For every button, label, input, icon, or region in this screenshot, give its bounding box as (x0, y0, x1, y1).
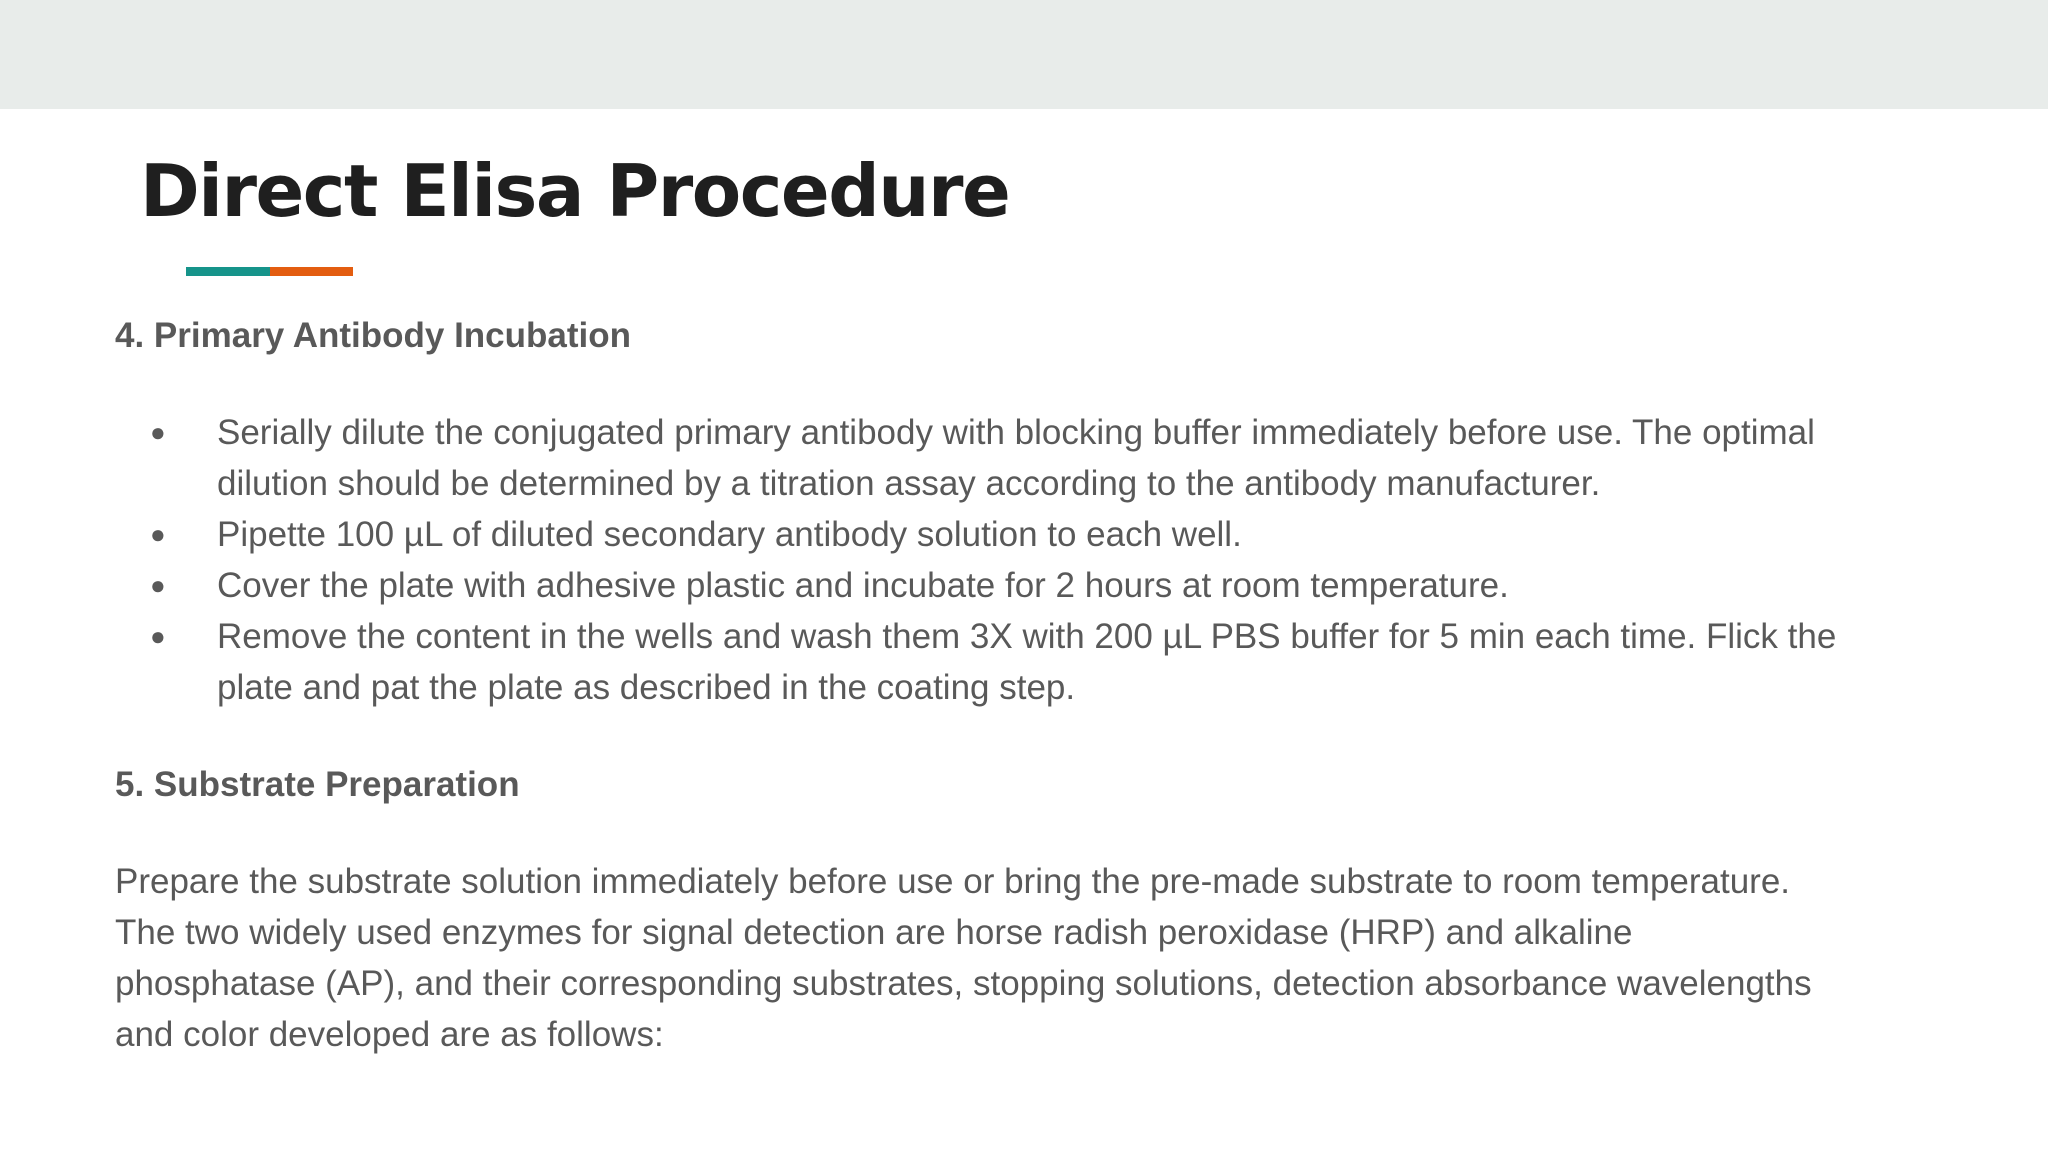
bullet-dot-icon: ● (150, 621, 166, 651)
accent-line-teal (186, 267, 270, 276)
bullet-text: Pipette 100 µL of diluted secondary antibody solution to each well. (217, 515, 1242, 554)
bullet-text: Serially dilute the conjugated primary antibody with blocking buffer immediately before use. The optimal dilution should be determined by a titration assay according to the antibody manufacturer. (217, 413, 1815, 503)
bullet-item (115, 560, 1897, 611)
substrate-paragraph: Prepare the substrate solution immediately before use or bring the pre-made substrate to room temperature. The two widely used enzymes for signal detection are horse radish peroxidase (HRP) and alkaline phosphatase (AP), and their corresponding substrates, stopping solutions, detection absorbance wavelengths and color developed are as follows: (115, 862, 1812, 1054)
bullet-dot-icon: ● (150, 570, 166, 600)
bullet-item (115, 509, 1897, 560)
spacer (115, 713, 1815, 759)
accent-line-orange (270, 267, 353, 276)
slide-body (115, 310, 1837, 1060)
bullet-dot-icon: ● (150, 519, 166, 549)
bullet-item (115, 611, 1897, 713)
slide-title: Direct Elisa Procedure (140, 149, 1010, 233)
bullet-text: Cover the plate with adhesive plastic and incubate for 2 hours at room temperature. (217, 566, 1509, 605)
bullet-text: Remove the content in the wells and wash them 3X with 200 µL PBS buffer for 5 min each time. Flick the plate and pat the plate as described in the coating step. (217, 617, 1837, 707)
bullet-item (115, 407, 1897, 509)
header-band (0, 0, 2048, 109)
spacer (115, 810, 1815, 856)
section-heading-substrate-preparation: 5. Substrate Preparation (115, 765, 520, 804)
section-heading-primary-antibody: 4. Primary Antibody Incubation (115, 316, 631, 355)
bullet-dot-icon: ● (150, 417, 166, 447)
spacer (115, 361, 1815, 407)
bullet-list (115, 407, 1837, 713)
